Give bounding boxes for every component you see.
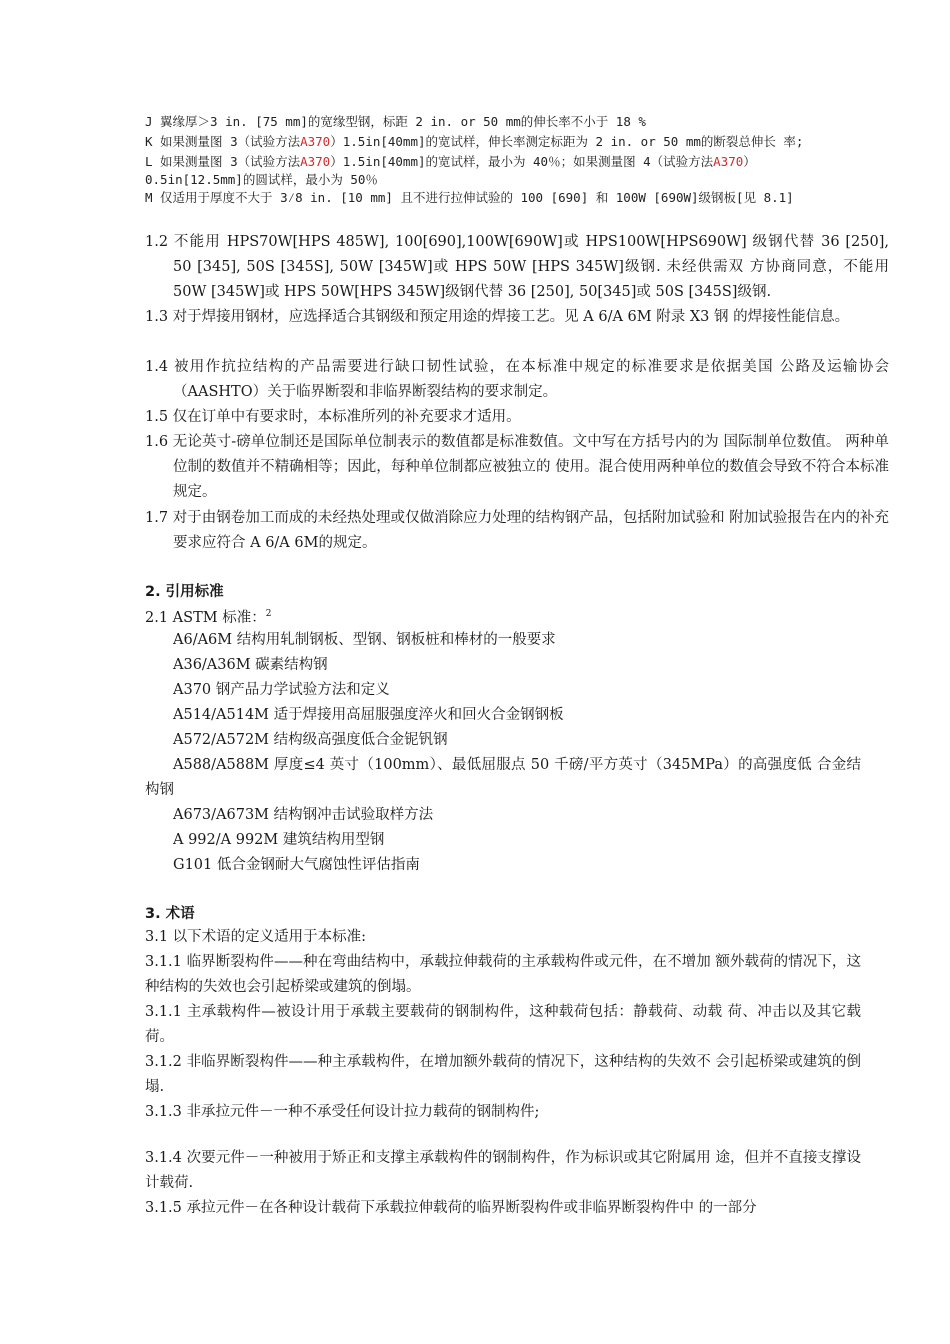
note-l-text: L 如果测量图 3（试验方法 xyxy=(145,154,301,169)
paragraph-1-5: 1.5 仅在订单中有要求时，本标准所列的补充要求才适用。 xyxy=(145,409,521,425)
a370-link[interactable]: A370 xyxy=(300,134,331,149)
term-3-1-1-critical: 3.1.1 临界断裂构件——种在弯曲结构中，承载拉伸载荷的主承载构件或元件，在不增加 额外载荷的情况下，这种结构的失效也会引起桥梁或建筑的倒塌。 xyxy=(145,954,861,995)
ref-item: A370 钢产品力学试验方法和定义 xyxy=(173,682,390,698)
a370-link[interactable]: A370 xyxy=(713,154,744,169)
section-3-heading: 3. 术语 xyxy=(145,906,195,922)
note-l-cont: 0.5in[12.5mm]的圆试样，最小为 50％ xyxy=(145,172,378,187)
astm-standards-label: 2.1 ASTM 标准： xyxy=(145,609,266,626)
ref-item: A572/A572M 结构级高强度低合金铌钒钢 xyxy=(173,732,448,748)
note-l xyxy=(145,152,875,172)
paragraph-1-7: 1.7 对于由钢卷加工而成的未经热处理或仅做消除应力处理的结构钢产品，包括附加试验和 附加试验报告在内的补充要求应符合 A 6/A 6M的规定。 xyxy=(145,510,889,551)
paragraph-1-2: 1.2 不能用 HPS70W[HPS 485W], 100[690],100W[690W]或 HPS100W[HPS690W] 级钢代替 36 [250], 50 [345], 50S [345S], 50W [345W]或 HPS 50W [HPS 345W]级钢. 未经供需双 方协商同意，不能用 50W [345W]或 HPS 50W[HPS 345W]级钢代替 36 [250], 50[345]或 50S [345S]级钢. xyxy=(145,234,889,300)
ref-item: A36/A36M 碳素结构钢 xyxy=(173,657,328,673)
term-3-1-2: 3.1.2 非临界断裂构件——种主承载构件，在增加额外载荷的情况下，这种结构的失效不 会引起桥梁或建筑的倒塌. xyxy=(145,1054,861,1095)
note-k-text-2: ）1.5in[40mm]的宽试样，伸长率测定标距为 2 in. or 50 mm的断裂总伸长 率; xyxy=(330,134,804,149)
ref-item: G101 低合金钢耐大气腐蚀性评估指南 xyxy=(173,857,420,873)
note-l-text-3: ） xyxy=(743,154,756,169)
term-3-1-5: 3.1.5 承拉元件－在各种设计载荷下承载拉伸载荷的临界断裂构件或非临界断裂构件中 的一部分 xyxy=(145,1200,757,1216)
footnote-ref: 2 xyxy=(265,609,272,619)
ref-item: A6/A6M 结构用轧制钢板、型钢、钢板桩和棒材的一般要求 xyxy=(173,632,556,648)
section-2-1 xyxy=(145,602,861,631)
ref-item: A 992/A 992M 建筑结构用型钢 xyxy=(173,832,385,848)
term-3-1-3: 3.1.3 非承拉元件－一种不承受任何设计拉力载荷的钢制构件; xyxy=(145,1104,540,1120)
note-m: M 仅适用于厚度不大于 3⁄8 in. [10 mm] 且不进行拉伸试验的 100 [690] 和 100W [690W]级钢板[见 8.1] xyxy=(145,190,794,205)
ref-item-a588: A588/A588M 厚度≤4 英寸（100mm）、最低屈服点 50 千磅/平方英寸（345MPa）的高强度低 合金结构钢 xyxy=(145,757,861,798)
note-k xyxy=(145,132,875,152)
ref-item: A673/A673M 结构钢冲击试验取样方法 xyxy=(173,807,434,823)
term-3-1-4: 3.1.4 次要元件－一种被用于矫正和支撑主承载构件的钢制构件，作为标识或其它附属用 途，但并不直接支撑设计载荷. xyxy=(145,1150,861,1191)
term-3-1-1-main: 3.1.1 主承载构件—被设计用于承载主要载荷的钢制构件，这种载荷包括：静载荷、动载 荷、冲击以及其它载荷。 xyxy=(145,1004,861,1045)
paragraph-1-6: 1.6 无论英寸-磅单位制还是国际单位制表示的数值都是标准数值。文中写在方括号内的为 国际制单位数值。 两种单位制的数值并不精确相等；因此，每种单位制都应被独立的 使用。混合使用两种单位的数值会导致不符合本标准规定。 xyxy=(145,434,889,500)
paragraph-1-4: 1.4 被用作抗拉结构的产品需要进行缺口韧性试验，在本标准中规定的标准要求是依据美国 公路及运输协会（AASHTO）关于临界断裂和非临界断裂结构的要求制定。 xyxy=(145,359,889,400)
note-j: J 翼缘厚＞3 in. [75 mm]的宽缘型钢，标距 2 in. or 50 mm的伸长率不小于 18 % xyxy=(145,114,646,129)
section-2-heading: 2. 引用标准 xyxy=(145,584,224,600)
note-k-text: K 如果测量图 3（试验方法 xyxy=(145,134,301,149)
section-3-1: 3.1 以下术语的定义适用于本标准: xyxy=(145,929,367,945)
ref-item: A514/A514M 适于焊接用高屈服强度淬火和回火合金钢钢板 xyxy=(173,707,564,723)
a370-link[interactable]: A370 xyxy=(300,154,331,169)
paragraph-1-3: 1.3 对于焊接用钢材，应选择适合其钢级和预定用途的焊接工艺。见 A 6/A 6M 附录 X3 钢 的焊接性能信息。 xyxy=(145,309,850,325)
note-l-text-2: ）1.5in[40mm]的宽试样，最小为 40％；如果测量图 4（试验方法 xyxy=(330,154,714,169)
